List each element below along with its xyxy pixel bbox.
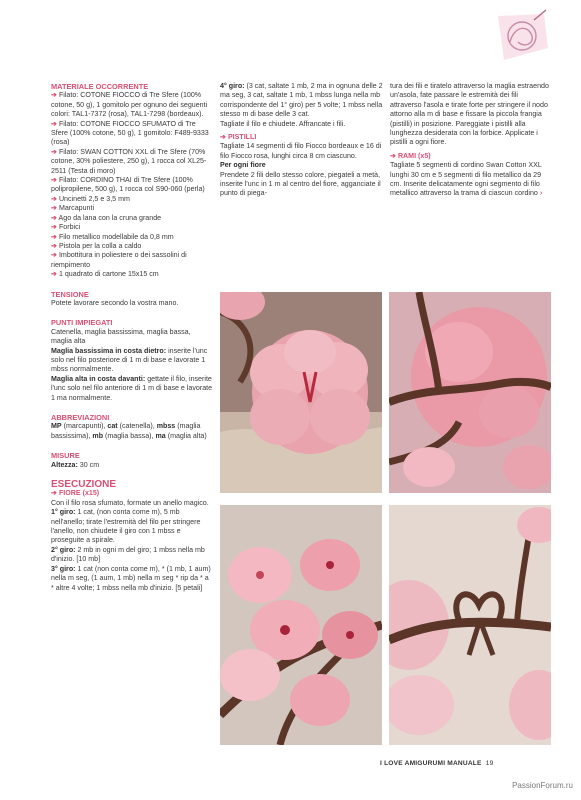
list-item: ➔ Filato: SWAN COTTON XXL di Tre Sfere (70% cotone, 30% poliestere, 250 g), 1 rocca col XL25-2511 (Testa di moro) — [51, 147, 207, 175]
list-item: ➔ Imbottitura in poliestere o dei sassolini di riempimento — [51, 251, 187, 269]
flowers-cluster-image — [220, 505, 382, 745]
pistils-subheading: ➔ PISTILLI — [220, 133, 257, 142]
arrow-icon: ➔ — [390, 151, 396, 160]
arrow-icon: ➔ — [51, 119, 57, 128]
round-4-end: Tagliate il filo e chiudete. Affrancate i fili. — [220, 119, 346, 128]
photo-branch-knot — [389, 292, 551, 493]
tension-text: Potete lavorare secondo la vostra mano. — [51, 298, 179, 307]
flowers-intro: Con il filo rosa sfumato, formate un anello magico. — [51, 498, 209, 507]
photo-flower-closeup — [220, 292, 382, 493]
arrow-icon: ➔ — [51, 147, 57, 156]
branch-bow-image — [389, 505, 551, 745]
per-flower-text-part2: tura dei fili e tiratelo attraverso la maglia estraendo un'asola, fate passare le estremità dei fili attraverso l'asola e tirate forte per stringere il nodo attorno alla m di base e fissare la piccola frangia (pistilli) in posizione. Pareggiate i pistilli alla lunghezza desiderata con la forbice. Applicate i pistilli a ogni fiore. — [390, 82, 549, 147]
sizes-text: Altezza: 30 cm — [51, 460, 100, 469]
page-footer — [380, 760, 493, 767]
list-item: ➔ Filato: CORDINO THAI di Tre Sfere (100% polipropilene, 500 g), 1 rocca col S90-060 (perla) — [51, 176, 205, 194]
flowers-subheading: ➔ FIORE (x15) — [51, 489, 100, 498]
list-item: ➔ Filato: COTONE FIOCCO SFUMATO di Tre Sfere (100% cotone, 50 g), 1 gomitolo: F489-9333 (rosa) — [51, 119, 209, 147]
column-right — [390, 82, 550, 199]
crochet-hook-decoration — [484, 8, 556, 68]
arrow-icon: ➔ — [51, 204, 57, 213]
stitches-heading: PUNTI IMPIEGATI — [51, 318, 113, 328]
pistils-text: Tagliate 14 segmenti di filo Fiocco bordeaux e 16 di filo Fiocco rosa, lunghi circa 8 cm ciascuno. — [220, 142, 382, 160]
execution-heading: ESECUZIONE — [51, 479, 117, 491]
round-3: 3° giro: 1 cat (non conta come m), * (1 mb, 1 aum) nella m seg, (1 aum, 1 mb) nella m seg * rip da * a * altre 4 volte; 1 mbss nella mb d'inizio. [5 petali] — [51, 564, 211, 592]
tension-heading: TENSIONE — [51, 289, 89, 299]
per-flower-subheading: Per ogni fiore — [220, 161, 266, 170]
per-flower-text-part1: Prendete 2 fili dello stesso colore, piegateli a metà, inserite l'unc in 1 m al centro del fiore, agganciate il punto di piega- — [220, 170, 381, 198]
arrow-icon: ➔ — [220, 133, 226, 142]
list-item: ➔ Ago da lana con la cruna grande — [51, 213, 162, 222]
sizes-heading: MISURE — [51, 451, 80, 461]
arrow-icon: ➔ — [51, 232, 57, 241]
branches-subheading: ➔ RAMI (x5) — [390, 151, 431, 160]
column-middle — [220, 82, 385, 199]
arrow-icon: ➔ — [51, 194, 57, 203]
page-number: 19 — [485, 760, 494, 767]
list-item: ➔ Forbici — [51, 223, 81, 232]
round-2: 2° giro: 2 mb in ogni m del giro; 1 mbss nella mb d'inizio. [10 mb] — [51, 545, 205, 564]
arrow-icon: ➔ — [51, 176, 57, 185]
arrow-icon: ➔ — [51, 223, 57, 232]
materials-heading: MATERIALE OCCORRENTE — [51, 82, 149, 91]
round-1: 1° giro: 1 cat, (non conta come m), 5 mb nell'anello; tirate l'estremità del filo per stringere l'anello, non chiudete il giro con 1 mbss e proseguite a spirale. — [51, 508, 201, 545]
list-item: ➔ Filato: COTONE FIOCCO di Tre Sfere (100% cotone, 50 g), 1 gomitolo per ognuno dei seguenti colori: TAL1-7372 (rosa), TAL1-7298 (bordeaux). — [51, 91, 208, 119]
abbreviations-heading: ABBREVIAZIONI — [51, 413, 110, 422]
list-item: ➔ Filo metallico modellabile da 0,8 mm — [51, 232, 174, 241]
list-item: ➔ Pistola per la colla a caldo — [51, 241, 142, 250]
continue-arrow-icon: › — [539, 189, 543, 198]
arrow-icon: ➔ — [51, 270, 57, 279]
arrow-icon: ➔ — [51, 251, 57, 260]
flower-closeup-image — [220, 292, 382, 493]
list-item: ➔ 1 quadrato di cartone 15x15 cm — [51, 270, 159, 279]
photo-flowers-cluster — [220, 505, 382, 745]
round-4: 4° giro: (3 cat, saltate 1 mb, 2 ma in ognuna delle 2 ma seg, 3 cat, saltate 1 mb, 1 mbss lunga nella mb corrispondente del 1° giro) per 5 volte; 1 mbss nella stesso m di base delle 3 cat. — [220, 82, 383, 119]
stitches-intro: Catenella, maglia bassissima, maglia bassa, maglia alta — [51, 327, 191, 346]
materials-list — [51, 91, 213, 279]
list-item: ➔ Marcapunti — [51, 204, 95, 213]
photo-branch-bow — [389, 505, 551, 745]
magazine-title: I LOVE AMIGURUMI MANUALE — [380, 760, 482, 767]
branch-knot-image — [389, 292, 551, 493]
column-left — [51, 82, 213, 593]
watermark: PassionForum.ru — [512, 781, 573, 790]
stitch-definition: Maglia bassissima in costa dietro: inserite l'unc solo nel filo posteriore di 1 m di base e lavorate 1 mbss normalmente. — [51, 346, 208, 374]
arrow-icon: ➔ — [51, 213, 57, 222]
arrow-icon: ➔ — [51, 489, 57, 498]
abbreviations-text: MP (marcapunti), cat (catenella), mbss (maglia bassissima), mb (maglia bassa), ma (maglia alta) — [51, 422, 207, 440]
arrow-icon: ➔ — [51, 241, 57, 250]
stitch-definition: Maglia alta in costa davanti: gettate il filo, inserite l'unc solo nel filo anteriore di 1 m di base e lavorate 1 ma normalmente. — [51, 374, 213, 402]
branches-text: Tagliate 5 segmenti di cordino Swan Cotton XXL lunghi 30 cm e 5 segmenti di filo metallico da 29 cm. Inserite delicatamente ogni segmento di filo metallico attraverso la trama di ciascun cordino › — [390, 161, 543, 198]
arrow-icon: ➔ — [51, 91, 57, 100]
list-item: ➔ Uncinetti 2,5 e 3,5 mm — [51, 194, 130, 203]
